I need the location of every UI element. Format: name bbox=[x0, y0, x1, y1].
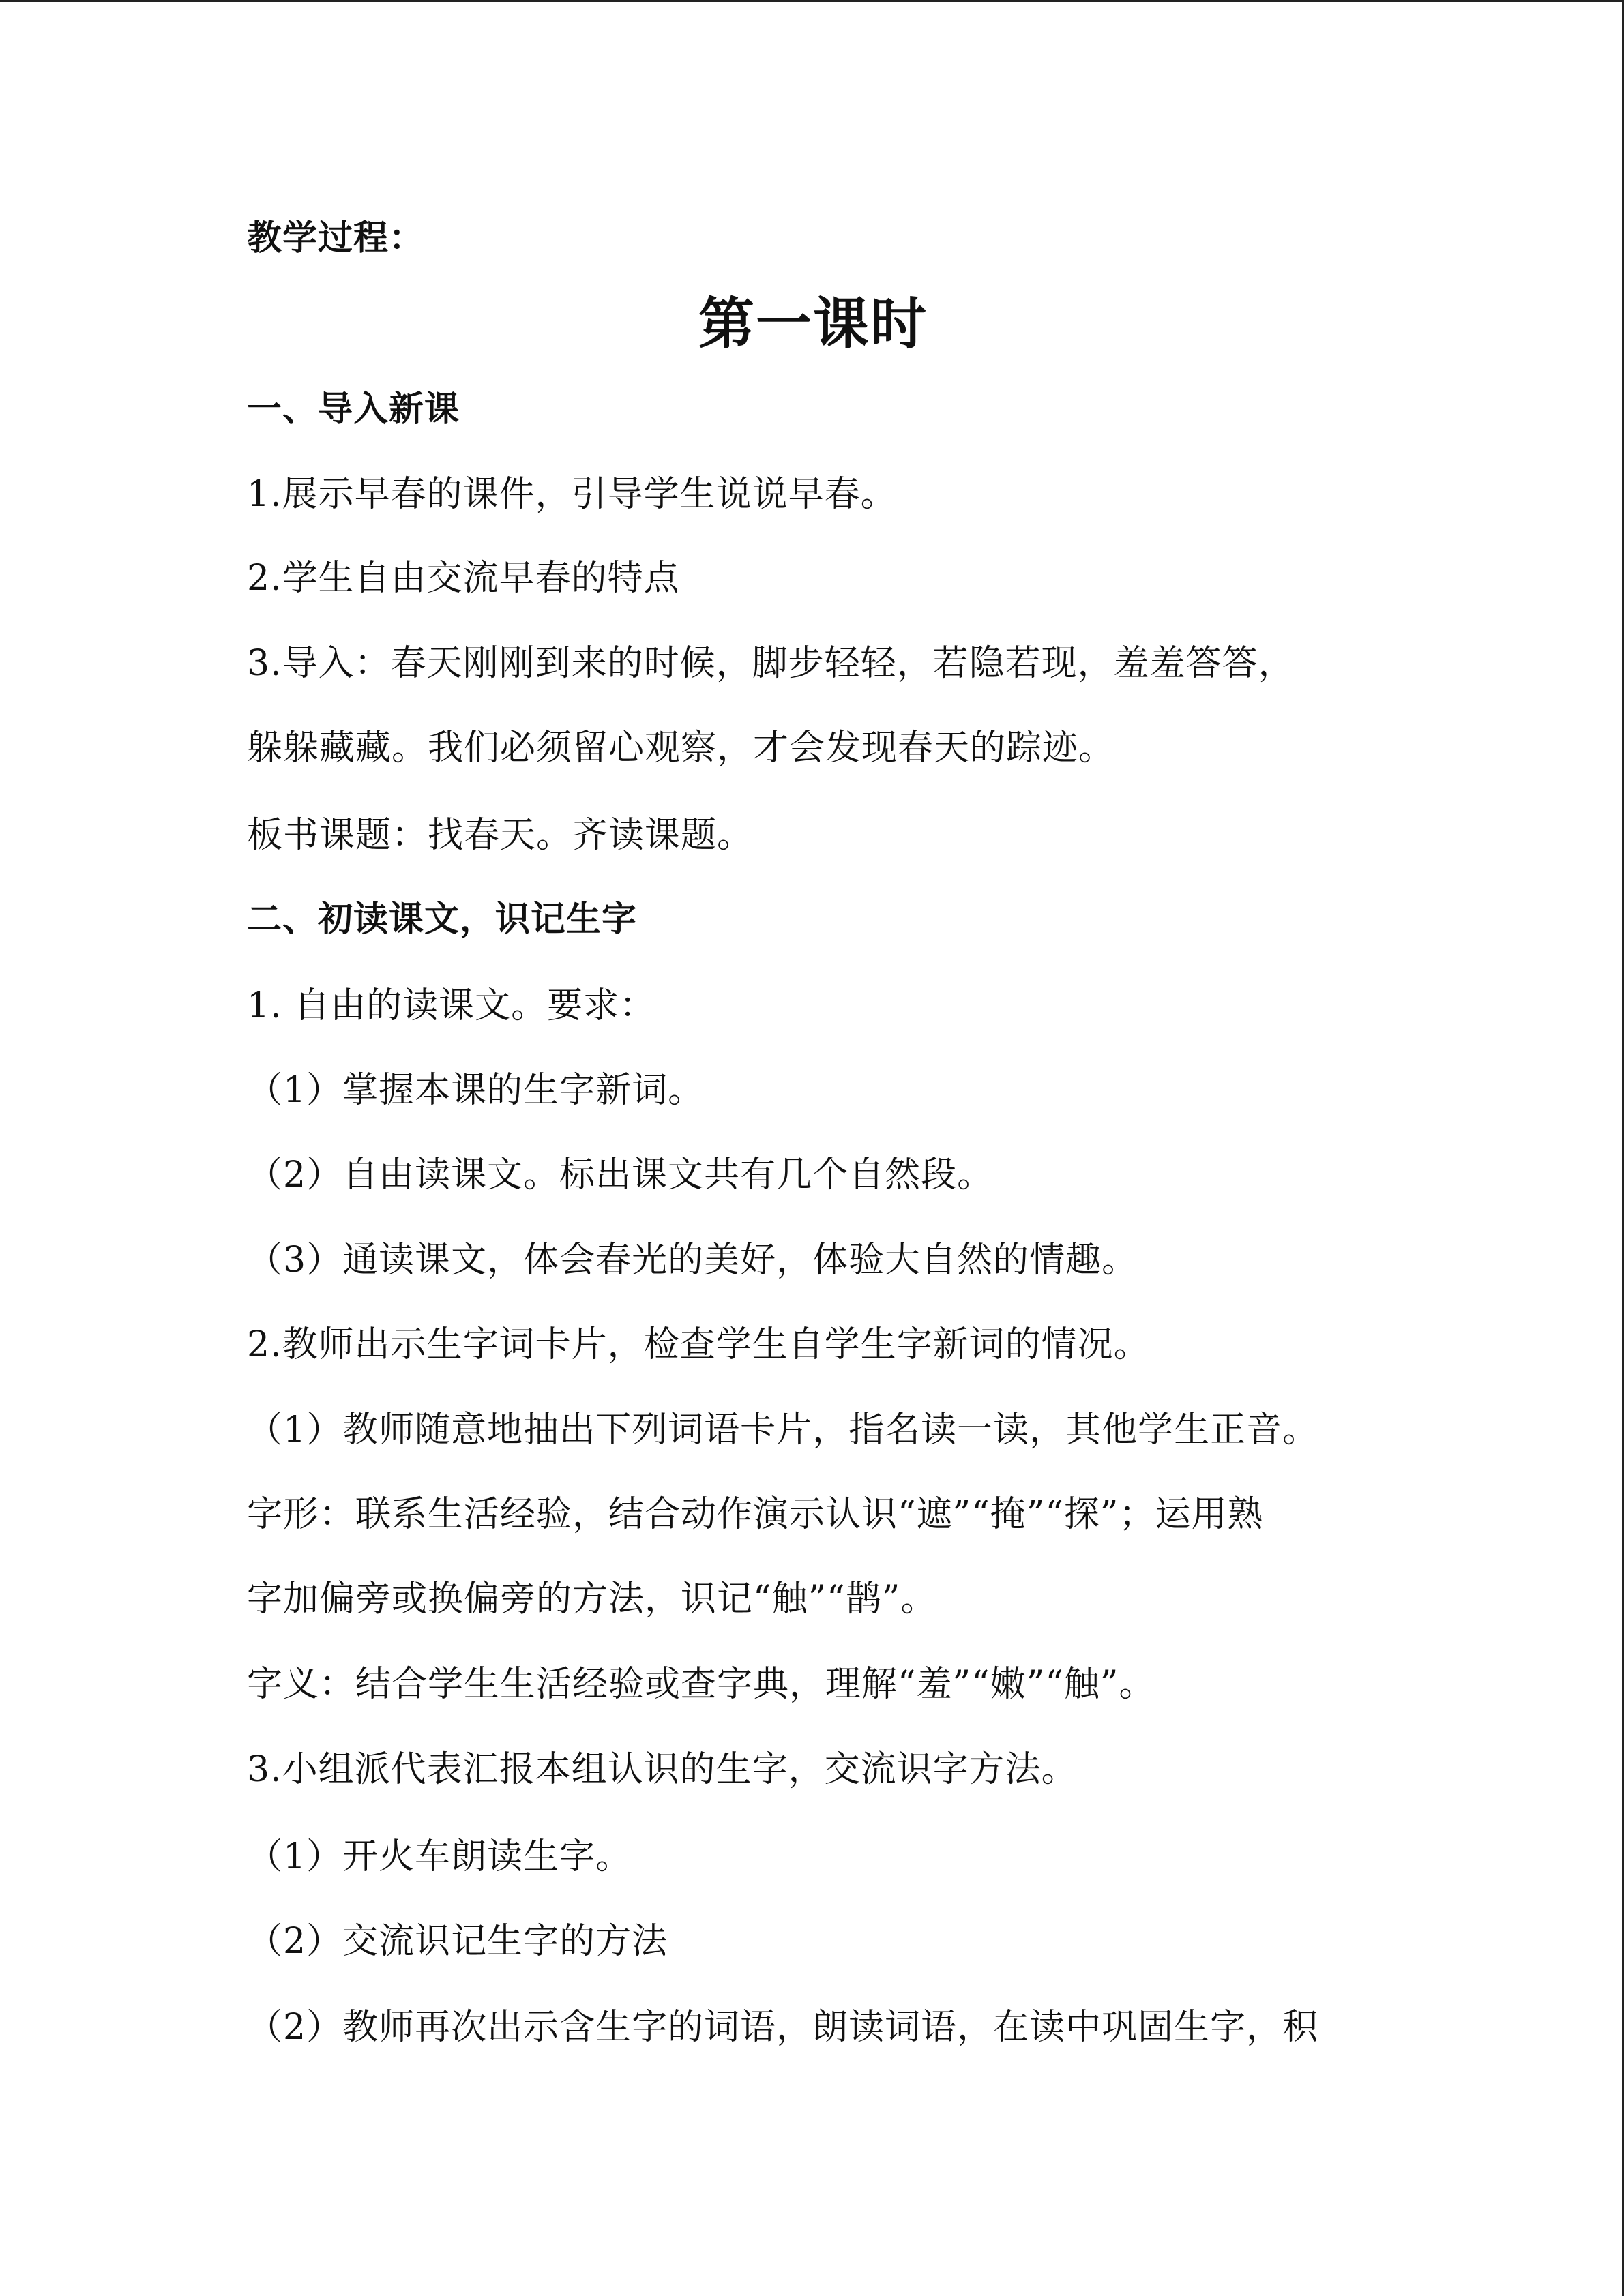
lesson-title: 第一课时 bbox=[698, 292, 928, 357]
paragraph-line: 2.教师出示生字词卡片，检查学生自学生字新词的情况。 bbox=[247, 1324, 1150, 1365]
paragraph-line: 1. 自由的读课文。要求： bbox=[247, 985, 656, 1026]
paragraph-line: （1）掌握本课的生字新词。 bbox=[247, 1070, 705, 1111]
section-heading-reading: 二、初读课文，识记生字 bbox=[247, 899, 638, 940]
paragraph-line: 字形：联系生活经验，结合动作演示认识“遮”“掩”“探”；运用熟 bbox=[247, 1494, 1264, 1535]
paragraph-line: （2）交流识记生字的方法 bbox=[247, 1921, 668, 1962]
paragraph-line: 2.学生自由交流早春的特点 bbox=[247, 558, 680, 599]
paragraph-line: 字义：结合学生生活经验或查字典，理解“羞”“嫩”“触”。 bbox=[247, 1664, 1155, 1705]
paragraph-line: 1.展示早春的课件，引导学生说说早春。 bbox=[247, 474, 897, 515]
section-heading-intro: 一、导入新课 bbox=[247, 389, 460, 430]
paragraph-line: 躲躲藏藏。我们必须留心观察，才会发现春天的踪迹。 bbox=[247, 728, 1115, 769]
paragraph-line: （2）教师再次出示含生字的词语，朗读词语，在读中巩固生字，积 bbox=[247, 2007, 1319, 2048]
paragraph-line: （3）通读课文，体会春光的美好，体验大自然的情趣。 bbox=[247, 1240, 1138, 1281]
paragraph-line: 字加偏旁或换偏旁的方法，识记“触”“鹊”。 bbox=[247, 1579, 937, 1620]
paragraph-line: （2）自由读课文。标出课文共有几个自然段。 bbox=[247, 1154, 994, 1195]
paragraph-line: （1）教师随意地抽出下列词语卡片，指名读一读，其他学生正音。 bbox=[247, 1410, 1319, 1450]
paragraph-line: （1）开火车朗读生字。 bbox=[247, 1836, 632, 1877]
paragraph-line: 3.小组派代表汇报本组认识的生字，交流识字方法。 bbox=[247, 1749, 1078, 1790]
paragraph-line: 板书课题：找春天。齐读课题。 bbox=[247, 815, 754, 856]
paragraph-line: 3.导入：春天刚刚到来的时候，脚步轻轻，若隐若现，羞羞答答， bbox=[247, 643, 1295, 684]
page-top-border bbox=[0, 0, 1624, 2]
process-label: 教学过程： bbox=[247, 218, 425, 258]
